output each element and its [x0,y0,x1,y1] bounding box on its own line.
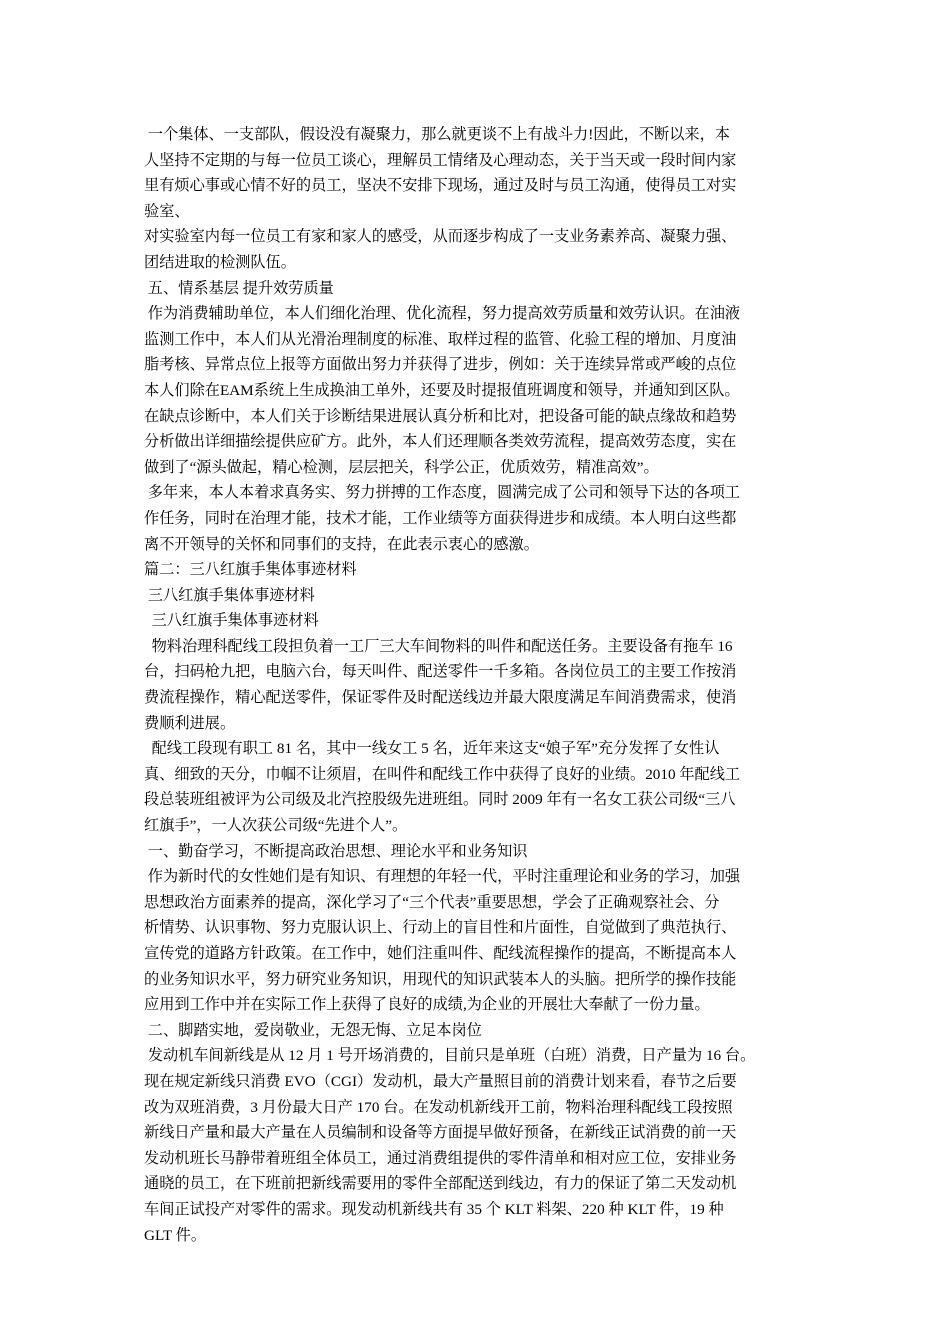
text-line: 宣传党的道路方针政策。在工作中，她们注重叫件、配线流程操作的提高，不断提高本人 [144,945,737,962]
text-line: 脂考核、异常点位上报等方面做出努力并获得了进步，例如：关于连续异常或严峻的点位 [144,356,737,374]
text-line: 思想政治方面素养的提高，深化学习了“三个代表”重要思想，学会了正确观察社会、分 [144,893,720,911]
text-line: 改为双班消费，3 月份最大日产 170 台。在发动机新线开工前，物料治理科配线工段按照 [144,1098,733,1116]
text-line: 一个集体、一支部队，假设没有凝聚力，那么就更谈不上有战斗力!因此，不断以来，本 [144,126,730,143]
text-line: 台，扫码枪九把，电脑六台，每天叫件、配送零件一千多箱。各岗位员工的主要工作按消 [144,663,737,681]
text-line: 人坚持不定期的与每一位员工谈心，理解员工情绪及心理动态，关于当天或一段时间内家 [144,151,737,169]
document-title: 三八红旗手集体事迹材料 [144,586,315,604]
text-line: 发动机车间新线是从 12 月 1 号开场消费的，目前只是单班（白班）消费，日产量为 16 台。 [144,1047,756,1065]
text-line: 配线工段现有职工 81 名，其中一线女工 5 名，近年来这支“娘子军”充分发挥了女性认 [144,740,720,758]
text-line: 新线日产量和最大产量在人员编制和设备等方面提早做好预备，在新线正试消费的前一天 [144,1124,737,1142]
text-line: 在缺点诊断中，本人们关于诊断结果进展认真分析和比对，把设备可能的缺点缘故和趋势 [144,407,737,425]
text-line: 段总装班组被评为公司级及北汽控股级先进班组。同时 2009 年有一名女工获公司级“三八 [144,791,736,809]
text-line: 通晓的员工，在下班前把新线需要用的零件全部配送到线边，有力的保证了第二天发动机 [144,1175,737,1193]
text-line: 作为消费辅助单位，本人们细化治理、优化流程，努力提高效劳质量和效劳认识。在油液 [144,305,741,323]
text-line: 分析做出详细描绘提供应矿方。此外，本人们还理顺各类效劳流程，提高效劳态度，实在 [144,433,737,451]
text-line: 里有烦心事或心情不好的员工，坚决不安排下现场，通过及时与员工沟通，使得员工对实 [144,177,737,195]
section-heading: 五、情系基层 提升效劳质量 [144,279,334,297]
text-line: 真、细致的天分，巾帼不让须眉，在叫件和配线工作中获得了良好的业绩。2010 年配线工 [144,765,741,783]
text-line: 做到了“源头做起，精心检测，层层把关，科学公正，优质效劳，精准高效”。 [144,458,659,476]
text-line: 应用到工作中并在实际工作上获得了良好的成绩,为企业的开展壮大奉献了一份力量。 [144,996,710,1014]
text-line: GLT 件。 [144,1226,207,1244]
text-line: 对实验室内每一位员工有家和家人的感受，从而逐步构成了一支业务素养高、凝聚力强、 [144,228,737,246]
section-heading: 一、勤奋学习，不断提高政治思想、理论水平和业务知识 [144,842,528,860]
text-line: 析情势、认识事物、努力克服认识上、行动上的盲目性和片面性，自觉做到了典范执行、 [144,919,737,937]
text-line: 发动机班长马静带着班组全体员工，通过消费组提供的零件清单和相对应工位，安排业务 [144,1149,737,1167]
text-line: 费顺利进展。 [144,714,236,732]
text-line: 红旗手”，一人次获公司级“先进个人”。 [144,817,408,835]
text-line: 监测工作中，本人们从光滑治理制度的标准、取样过程的监管、化验工程的增加、月度油 [144,330,737,348]
text-line: 费流程操作，精心配送零件，保证零件及时配送线边并最大限度满足车间消费需求，使消 [144,689,737,707]
text-line: 离不开领导的关怀和同事们的支持，在此表示衷心的感激。 [144,535,539,553]
text-line: 团结进取的检测队伍。 [144,253,296,271]
text-line: 作任务，同时在治理才能，技术才能，工作业绩等方面获得进步和成绩。本人明白这些都 [144,509,737,527]
document-page [144,122,820,1248]
chapter-heading: 篇二：三八红旗手集体事迹材料 [144,561,357,579]
text-line: 验室、 [144,202,190,220]
text-line: 多年来，本人本着求真务实、努力拼搏的工作态度，圆满完成了公司和领导下达的各项工 [144,484,741,502]
text-line: 作为新时代的女性她们是有知识、有理想的年轻一代，平时注重理论和业务的学习，加强 [144,868,741,886]
text-line: 物料治理科配线工段担负着一工厂三大车间物料的叫件和配送任务。主要设备有拖车 16 [144,637,733,655]
text-line: 车间正试投产对零件的需求。现发动机新线共有 35 个 KLT 料架、220 种 KLT 件，19 种 [144,1200,724,1218]
text-line: 现在规定新线只消费 EVO（CGI）发动机，最大产量照目前的消费计划来看，春节之后要 [144,1072,737,1090]
section-heading: 二、脚踏实地，爱岗敬业，无怨无悔、立足本岗位 [144,1021,482,1039]
text-line: 的业务知识水平，努力研究业务知识，用现代的知识武装本人的头脑。把所学的操作技能 [144,970,737,988]
text-line: 本人们除在EAM系统上生成换油工单外，还要及时提报值班调度和领导，并通知到区队。 [144,381,740,399]
document-title: 三八红旗手集体事迹材料 [144,612,319,630]
